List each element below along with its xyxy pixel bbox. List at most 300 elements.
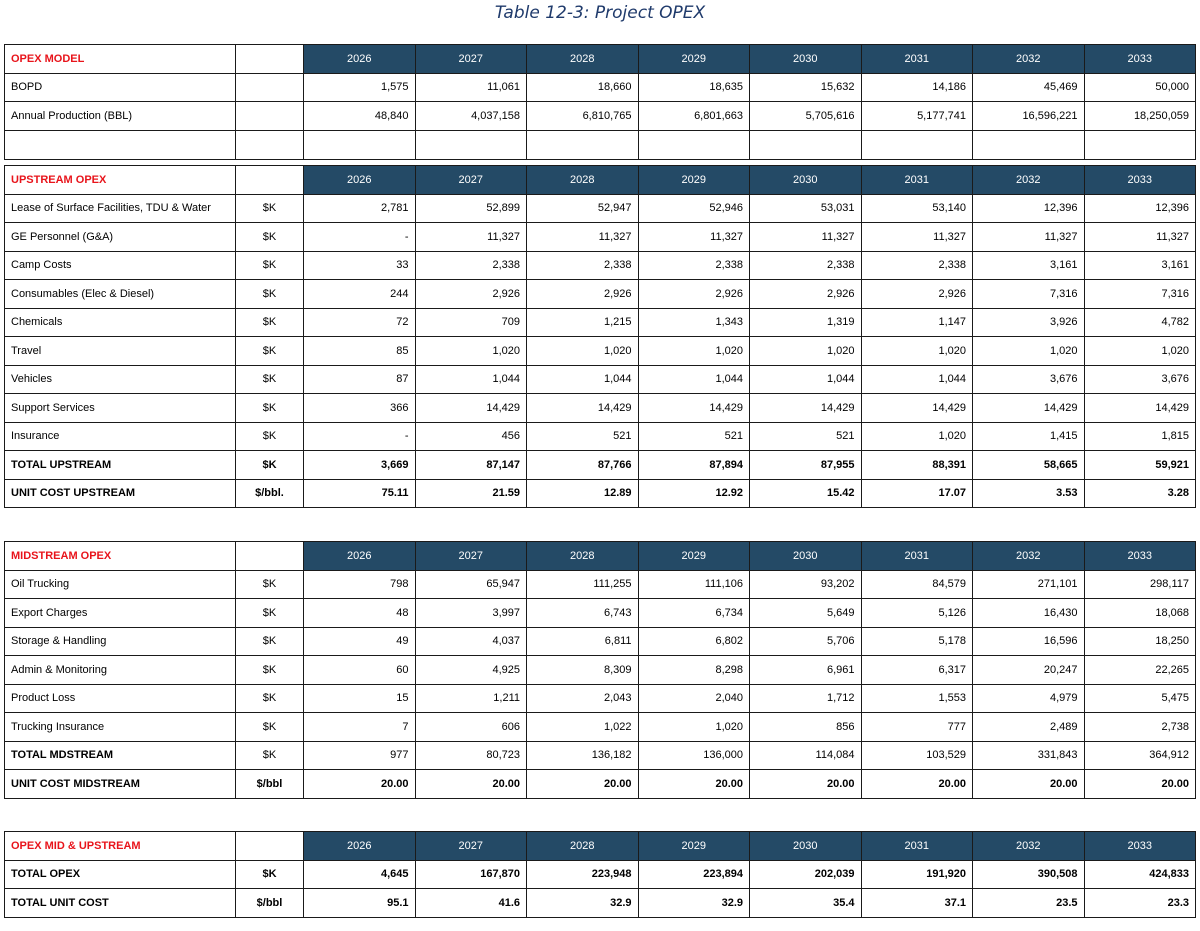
- row-label: Vehicles: [5, 365, 236, 394]
- value-cell: 1,044: [638, 365, 750, 394]
- value-cell: 1,020: [638, 713, 750, 742]
- value-cell: 37.1: [861, 889, 973, 918]
- value-cell: 521: [527, 422, 639, 451]
- combined-section-title: OPEX MID & UPSTREAM: [5, 832, 236, 861]
- empty-cell: [1084, 130, 1196, 159]
- value-cell: 7,316: [973, 280, 1085, 309]
- year-header-cell: 2031: [861, 45, 973, 74]
- unit-cell: $K: [236, 684, 304, 713]
- empty-cell: [236, 130, 304, 159]
- value-cell: 1,044: [861, 365, 973, 394]
- row-label: Chemicals: [5, 308, 236, 337]
- value-cell: 14,429: [638, 394, 750, 423]
- unit-cell: $/bbl.: [236, 479, 304, 508]
- value-cell: 331,843: [973, 741, 1085, 770]
- midstream-header-row: [5, 542, 1196, 571]
- value-cell: 15.42: [750, 479, 862, 508]
- value-cell: 3,997: [415, 599, 527, 628]
- unit-cell: $K: [236, 599, 304, 628]
- year-header-cell: 2030: [750, 542, 862, 571]
- value-cell: 14,429: [415, 394, 527, 423]
- row-label: GE Personnel (G&A): [5, 223, 236, 252]
- value-cell: 45,469: [973, 73, 1085, 102]
- row-label: Insurance: [5, 422, 236, 451]
- value-cell: 87: [304, 365, 416, 394]
- year-header-cell: 2027: [415, 45, 527, 74]
- value-cell: 1,553: [861, 684, 973, 713]
- table-row: [5, 280, 1196, 309]
- value-cell: 2,338: [861, 251, 973, 280]
- value-cell: 35.4: [750, 889, 862, 918]
- value-cell: 18,250,059: [1084, 102, 1196, 131]
- value-cell: 1,211: [415, 684, 527, 713]
- value-cell: 2,926: [750, 280, 862, 309]
- value-cell: 2,489: [973, 713, 1085, 742]
- value-cell: 21.59: [415, 479, 527, 508]
- value-cell: 5,177,741: [861, 102, 973, 131]
- table-title: Table 12-3: Project OPEX: [494, 3, 706, 23]
- value-cell: 59,921: [1084, 451, 1196, 480]
- value-cell: 1,020: [638, 337, 750, 366]
- value-cell: 52,947: [527, 194, 639, 223]
- table-row: [5, 479, 1196, 508]
- value-cell: 18,660: [527, 73, 639, 102]
- value-cell: 87,766: [527, 451, 639, 480]
- year-header-cell: 2026: [304, 166, 416, 195]
- value-cell: 111,106: [638, 570, 750, 599]
- value-cell: 20.00: [638, 770, 750, 799]
- value-cell: 1,319: [750, 308, 862, 337]
- row-label: Consumables (Elec & Diesel): [5, 280, 236, 309]
- upstream-section-title: UPSTREAM OPEX: [5, 166, 236, 195]
- value-cell: 93,202: [750, 570, 862, 599]
- year-header-cell: 2028: [527, 45, 639, 74]
- table-row: [5, 337, 1196, 366]
- year-header-cell: 2026: [304, 45, 416, 74]
- value-cell: 1,044: [415, 365, 527, 394]
- value-cell: 3,926: [973, 308, 1085, 337]
- value-cell: 2,926: [861, 280, 973, 309]
- value-cell: 5,475: [1084, 684, 1196, 713]
- value-cell: 7: [304, 713, 416, 742]
- value-cell: 12.92: [638, 479, 750, 508]
- value-cell: 18,635: [638, 73, 750, 102]
- value-cell: 167,870: [415, 860, 527, 889]
- year-header-cell: 2029: [638, 832, 750, 861]
- upstream-header-row: [5, 166, 1196, 195]
- row-label: Oil Trucking: [5, 570, 236, 599]
- value-cell: 5,126: [861, 599, 973, 628]
- year-header-cell: 2029: [638, 166, 750, 195]
- value-cell: 87,894: [638, 451, 750, 480]
- unit-cell: $K: [236, 194, 304, 223]
- value-cell: 33: [304, 251, 416, 280]
- unit-cell: $K: [236, 394, 304, 423]
- value-cell: 2,338: [415, 251, 527, 280]
- combined-opex-table: [4, 831, 1196, 918]
- value-cell: 14,429: [973, 394, 1085, 423]
- row-label: TOTAL MDSTREAM: [5, 741, 236, 770]
- unit-cell: [236, 166, 304, 195]
- value-cell: 52,946: [638, 194, 750, 223]
- value-cell: -: [304, 422, 416, 451]
- unit-cell: [236, 542, 304, 571]
- row-label: Product Loss: [5, 684, 236, 713]
- value-cell: 16,596,221: [973, 102, 1085, 131]
- value-cell: 14,429: [527, 394, 639, 423]
- blank-row: [5, 130, 1196, 159]
- year-header-cell: 2033: [1084, 45, 1196, 74]
- value-cell: 5,649: [750, 599, 862, 628]
- value-cell: 2,043: [527, 684, 639, 713]
- value-cell: 20.00: [1084, 770, 1196, 799]
- value-cell: 3,669: [304, 451, 416, 480]
- model-section-title: OPEX MODEL: [5, 45, 236, 74]
- value-cell: 424,833: [1084, 860, 1196, 889]
- unit-cell: $K: [236, 860, 304, 889]
- unit-cell: $K: [236, 365, 304, 394]
- value-cell: 32.9: [527, 889, 639, 918]
- unit-cell: $K: [236, 422, 304, 451]
- value-cell: 53,140: [861, 194, 973, 223]
- unit-cell: $K: [236, 741, 304, 770]
- year-header-cell: 2033: [1084, 832, 1196, 861]
- value-cell: 521: [750, 422, 862, 451]
- value-cell: 1,575: [304, 73, 416, 102]
- value-cell: 606: [415, 713, 527, 742]
- value-cell: 2,781: [304, 194, 416, 223]
- value-cell: 3.28: [1084, 479, 1196, 508]
- value-cell: 15: [304, 684, 416, 713]
- value-cell: 84,579: [861, 570, 973, 599]
- value-cell: 20.00: [527, 770, 639, 799]
- table-row: [5, 451, 1196, 480]
- table-row: [5, 656, 1196, 685]
- value-cell: 6,317: [861, 656, 973, 685]
- row-label: Annual Production (BBL): [5, 102, 236, 131]
- table-row: [5, 194, 1196, 223]
- value-cell: 3,161: [973, 251, 1085, 280]
- value-cell: 1,020: [750, 337, 862, 366]
- value-cell: 87,147: [415, 451, 527, 480]
- empty-cell: [638, 130, 750, 159]
- unit-cell: $K: [236, 337, 304, 366]
- table-row: [5, 770, 1196, 799]
- value-cell: 2,926: [415, 280, 527, 309]
- upstream-opex-table: [4, 165, 1196, 508]
- unit-cell: $K: [236, 223, 304, 252]
- value-cell: 136,182: [527, 741, 639, 770]
- value-cell: 1,415: [973, 422, 1085, 451]
- value-cell: 18,250: [1084, 627, 1196, 656]
- value-cell: 709: [415, 308, 527, 337]
- value-cell: 6,743: [527, 599, 639, 628]
- empty-cell: [750, 130, 862, 159]
- row-label: Travel: [5, 337, 236, 366]
- row-label: Camp Costs: [5, 251, 236, 280]
- row-label: Support Services: [5, 394, 236, 423]
- value-cell: 5,706: [750, 627, 862, 656]
- table-row: [5, 713, 1196, 742]
- value-cell: 87,955: [750, 451, 862, 480]
- value-cell: 103,529: [861, 741, 973, 770]
- value-cell: 95.1: [304, 889, 416, 918]
- value-cell: 1,022: [527, 713, 639, 742]
- table-row: [5, 223, 1196, 252]
- unit-cell: $K: [236, 308, 304, 337]
- value-cell: 390,508: [973, 860, 1085, 889]
- value-cell: 5,705,616: [750, 102, 862, 131]
- value-cell: 2,338: [638, 251, 750, 280]
- value-cell: 1,020: [973, 337, 1085, 366]
- year-header-cell: 2033: [1084, 542, 1196, 571]
- table-row: [5, 102, 1196, 131]
- unit-cell: [236, 73, 304, 102]
- value-cell: 1,020: [861, 337, 973, 366]
- value-cell: 52,899: [415, 194, 527, 223]
- value-cell: 1,020: [527, 337, 639, 366]
- value-cell: 2,338: [527, 251, 639, 280]
- value-cell: 48: [304, 599, 416, 628]
- unit-cell: $K: [236, 627, 304, 656]
- value-cell: 49: [304, 627, 416, 656]
- unit-cell: $/bbl: [236, 770, 304, 799]
- value-cell: 4,925: [415, 656, 527, 685]
- value-cell: 223,948: [527, 860, 639, 889]
- year-header-cell: 2030: [750, 166, 862, 195]
- year-header-cell: 2030: [750, 45, 862, 74]
- value-cell: 75.11: [304, 479, 416, 508]
- value-cell: 244: [304, 280, 416, 309]
- value-cell: 1,020: [415, 337, 527, 366]
- unit-cell: [236, 832, 304, 861]
- value-cell: 3,676: [1084, 365, 1196, 394]
- year-header-cell: 2028: [527, 542, 639, 571]
- empty-cell: [861, 130, 973, 159]
- value-cell: 114,084: [750, 741, 862, 770]
- value-cell: 58,665: [973, 451, 1085, 480]
- year-header-cell: 2030: [750, 832, 862, 861]
- value-cell: 202,039: [750, 860, 862, 889]
- value-cell: 271,101: [973, 570, 1085, 599]
- value-cell: 12,396: [1084, 194, 1196, 223]
- table-row: [5, 365, 1196, 394]
- value-cell: 2,738: [1084, 713, 1196, 742]
- row-label: TOTAL UPSTREAM: [5, 451, 236, 480]
- value-cell: 223,894: [638, 860, 750, 889]
- value-cell: 4,979: [973, 684, 1085, 713]
- value-cell: 5,178: [861, 627, 973, 656]
- table-row: [5, 422, 1196, 451]
- value-cell: 88,391: [861, 451, 973, 480]
- opex-model-table: [4, 44, 1196, 160]
- value-cell: 12.89: [527, 479, 639, 508]
- value-cell: 14,429: [750, 394, 862, 423]
- value-cell: 20.00: [304, 770, 416, 799]
- value-cell: 136,000: [638, 741, 750, 770]
- year-header-cell: 2029: [638, 45, 750, 74]
- value-cell: 456: [415, 422, 527, 451]
- value-cell: 6,811: [527, 627, 639, 656]
- value-cell: 6,734: [638, 599, 750, 628]
- table-row: [5, 570, 1196, 599]
- value-cell: 20.00: [415, 770, 527, 799]
- empty-cell: [304, 130, 416, 159]
- year-header-cell: 2029: [638, 542, 750, 571]
- value-cell: 11,327: [861, 223, 973, 252]
- value-cell: 85: [304, 337, 416, 366]
- value-cell: 4,037: [415, 627, 527, 656]
- year-header-cell: 2033: [1084, 166, 1196, 195]
- value-cell: 8,298: [638, 656, 750, 685]
- value-cell: 798: [304, 570, 416, 599]
- value-cell: 1,815: [1084, 422, 1196, 451]
- value-cell: 65,947: [415, 570, 527, 599]
- row-label: UNIT COST UPSTREAM: [5, 479, 236, 508]
- year-header-cell: 2031: [861, 166, 973, 195]
- unit-cell: [236, 102, 304, 131]
- unit-cell: $/bbl: [236, 889, 304, 918]
- value-cell: 6,801,663: [638, 102, 750, 131]
- empty-cell: [527, 130, 639, 159]
- midstream-opex-table: [4, 541, 1196, 799]
- value-cell: 777: [861, 713, 973, 742]
- value-cell: 6,802: [638, 627, 750, 656]
- unit-cell: $K: [236, 451, 304, 480]
- row-label: BOPD: [5, 73, 236, 102]
- value-cell: 41.6: [415, 889, 527, 918]
- value-cell: 11,061: [415, 73, 527, 102]
- value-cell: 191,920: [861, 860, 973, 889]
- value-cell: 16,596: [973, 627, 1085, 656]
- value-cell: 15,632: [750, 73, 862, 102]
- value-cell: 11,327: [415, 223, 527, 252]
- empty-cell: [973, 130, 1085, 159]
- value-cell: 23.5: [973, 889, 1085, 918]
- year-header-cell: 2032: [973, 832, 1085, 861]
- year-header-cell: 2031: [861, 832, 973, 861]
- row-label: Lease of Surface Facilities, TDU & Water: [5, 194, 236, 223]
- value-cell: 8,309: [527, 656, 639, 685]
- value-cell: 14,429: [861, 394, 973, 423]
- value-cell: 17.07: [861, 479, 973, 508]
- row-label: Trucking Insurance: [5, 713, 236, 742]
- combined-header-row: [5, 832, 1196, 861]
- year-header-cell: 2026: [304, 542, 416, 571]
- value-cell: 111,255: [527, 570, 639, 599]
- value-cell: 11,327: [1084, 223, 1196, 252]
- value-cell: 11,327: [973, 223, 1085, 252]
- unit-cell: $K: [236, 280, 304, 309]
- value-cell: 364,912: [1084, 741, 1196, 770]
- value-cell: 14,186: [861, 73, 973, 102]
- unit-cell: $K: [236, 656, 304, 685]
- value-cell: 72: [304, 308, 416, 337]
- year-header-cell: 2026: [304, 832, 416, 861]
- value-cell: 20.00: [861, 770, 973, 799]
- row-label: Storage & Handling: [5, 627, 236, 656]
- value-cell: 1,044: [750, 365, 862, 394]
- value-cell: 6,810,765: [527, 102, 639, 131]
- value-cell: 977: [304, 741, 416, 770]
- value-cell: 11,327: [750, 223, 862, 252]
- value-cell: 366: [304, 394, 416, 423]
- unit-cell: $K: [236, 713, 304, 742]
- value-cell: 12,396: [973, 194, 1085, 223]
- table-row: [5, 860, 1196, 889]
- value-cell: 521: [638, 422, 750, 451]
- value-cell: 1,044: [527, 365, 639, 394]
- row-label: Export Charges: [5, 599, 236, 628]
- year-header-cell: 2031: [861, 542, 973, 571]
- value-cell: 4,037,158: [415, 102, 527, 131]
- value-cell: 1,147: [861, 308, 973, 337]
- year-header-cell: 2028: [527, 166, 639, 195]
- row-label: TOTAL OPEX: [5, 860, 236, 889]
- value-cell: 22,265: [1084, 656, 1196, 685]
- unit-cell: [236, 45, 304, 74]
- year-header-cell: 2032: [973, 45, 1085, 74]
- midstream-section-title: MIDSTREAM OPEX: [5, 542, 236, 571]
- value-cell: 298,117: [1084, 570, 1196, 599]
- row-label: UNIT COST MIDSTREAM: [5, 770, 236, 799]
- year-header-cell: 2032: [973, 166, 1085, 195]
- value-cell: 2,040: [638, 684, 750, 713]
- value-cell: 14,429: [1084, 394, 1196, 423]
- value-cell: 11,327: [527, 223, 639, 252]
- value-cell: 18,068: [1084, 599, 1196, 628]
- table-row: [5, 741, 1196, 770]
- year-header-cell: 2032: [973, 542, 1085, 571]
- table-row: [5, 73, 1196, 102]
- table-row: [5, 394, 1196, 423]
- year-header-cell: 2027: [415, 832, 527, 861]
- year-header-cell: 2028: [527, 832, 639, 861]
- value-cell: 1,712: [750, 684, 862, 713]
- value-cell: 1,343: [638, 308, 750, 337]
- table-row: [5, 308, 1196, 337]
- value-cell: 32.9: [638, 889, 750, 918]
- empty-cell: [5, 130, 236, 159]
- value-cell: 20,247: [973, 656, 1085, 685]
- value-cell: 60: [304, 656, 416, 685]
- value-cell: 2,926: [527, 280, 639, 309]
- value-cell: 16,430: [973, 599, 1085, 628]
- value-cell: 11,327: [638, 223, 750, 252]
- model-header-row: [5, 45, 1196, 74]
- table-row: [5, 684, 1196, 713]
- value-cell: 3,161: [1084, 251, 1196, 280]
- value-cell: 7,316: [1084, 280, 1196, 309]
- row-label: TOTAL UNIT COST: [5, 889, 236, 918]
- value-cell: 1,215: [527, 308, 639, 337]
- value-cell: 48,840: [304, 102, 416, 131]
- value-cell: 1,020: [1084, 337, 1196, 366]
- value-cell: 6,961: [750, 656, 862, 685]
- value-cell: 2,926: [638, 280, 750, 309]
- value-cell: 20.00: [973, 770, 1085, 799]
- value-cell: 23.3: [1084, 889, 1196, 918]
- value-cell: 50,000: [1084, 73, 1196, 102]
- value-cell: 856: [750, 713, 862, 742]
- year-header-cell: 2027: [415, 542, 527, 571]
- value-cell: 4,782: [1084, 308, 1196, 337]
- empty-cell: [415, 130, 527, 159]
- value-cell: 3,676: [973, 365, 1085, 394]
- value-cell: 1,020: [861, 422, 973, 451]
- unit-cell: $K: [236, 570, 304, 599]
- value-cell: 4,645: [304, 860, 416, 889]
